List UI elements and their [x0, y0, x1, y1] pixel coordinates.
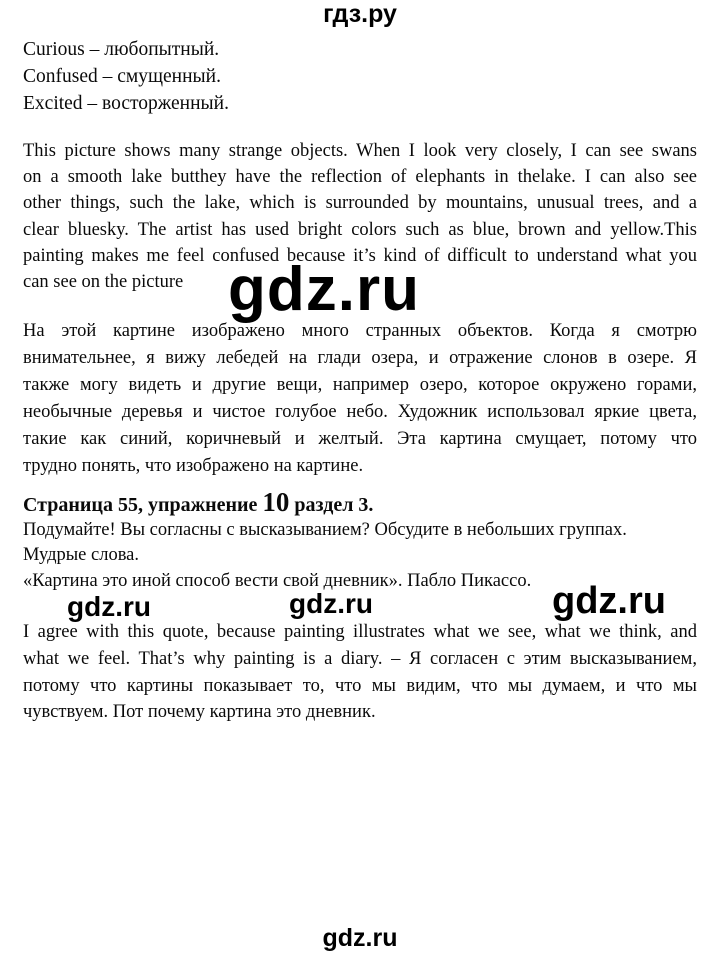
answer-paragraph	[23, 619, 697, 726]
gdz-watermark-center: gdz.ru	[289, 588, 373, 619]
gdz-watermark-right: gdz.ru	[552, 580, 666, 622]
gdz-footer-watermark: gdz.ru	[322, 924, 398, 952]
essay-en-line: on a smooth lake butthey have the reflection of elephants in thelake. I can also see	[23, 167, 697, 188]
gdz-watermark-left: gdz.ru	[67, 591, 151, 622]
task-line: «Картина это иной способ вести свой дневник». Пабло Пикассо.	[23, 570, 532, 591]
answer-line: what we feel. That’s why painting is a diary. – Я согласен с этим высказыванием,	[23, 648, 697, 669]
essay-en-line: This picture shows many strange objects. When I look very closely, I can see swans	[23, 141, 697, 161]
vocabulary-list	[23, 36, 697, 117]
answer-line: потому что картины показывает то, что мы видим, что мы думаем, и что мы	[23, 675, 697, 696]
essay-ru-line: также могу видеть и другие вещи, например озеро, которое окружено горами,	[23, 375, 697, 395]
essay-ru-line: такие как синий, коричневый и желтый. Эта картина смущает, потому что	[23, 429, 697, 449]
russian-essay-paragraph	[23, 318, 697, 480]
essay-en-line: other things, such the lake, which is surrounded by mountains, unusual trees, and a	[23, 193, 697, 214]
answer-line: I agree with this quote, because painting illustrates what we see, what we think, and	[23, 622, 697, 642]
essay-ru-line: трудно понять, что изображено на картине.	[23, 456, 364, 476]
exercise-number: 10	[262, 487, 290, 517]
essay-en-line: clear bluesky. The artist has used bright colors such as blue, brown and yellow.This	[23, 219, 697, 240]
vocab-line: Excited – восторженный.	[23, 93, 229, 114]
gdz-header-watermark: гдз.ру	[323, 0, 397, 28]
answer-line: чувствуем. Пот почему картина это дневник.	[23, 702, 376, 723]
task-line: Подумайте! Вы согласны с высказыванием? Обсудите в небольших группах.	[23, 520, 627, 540]
vocab-line: Confused – смущенный.	[23, 66, 221, 87]
essay-en-line: painting makes me feel confused because it’s kind of difficult to understand what you	[23, 245, 697, 266]
vocab-line: Curious – любопытный.	[23, 39, 220, 60]
task-line: Мудрые слова.	[23, 545, 140, 566]
section-heading-suffix: раздел 3.	[289, 494, 374, 516]
essay-en-line: can see on the picture	[23, 272, 184, 293]
section-heading-prefix: Страница 55, упражнение	[23, 494, 263, 516]
essay-ru-line: необычные деревья и чистое голубое небо. Художник использовал яркие цвета,	[23, 402, 697, 422]
essay-ru-line: внимательнее, я вижу лебедей на глади озера, и отражение слонов в озере. Я	[23, 348, 697, 368]
gdz-large-watermark: gdz.ru	[228, 255, 420, 324]
essay-ru-line: На этой картине изображено много странных объектов. Когда я смотрю	[23, 321, 697, 341]
section-heading	[23, 487, 697, 519]
